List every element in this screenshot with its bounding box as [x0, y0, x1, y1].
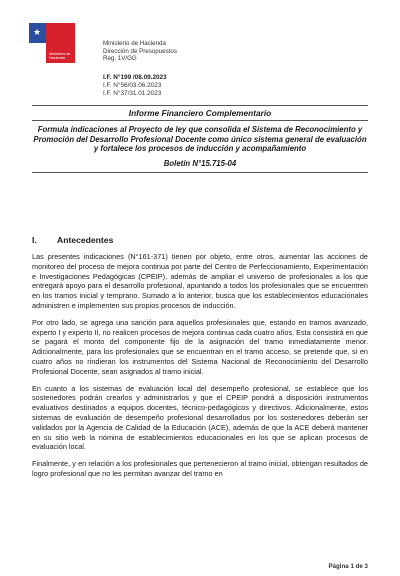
paragraph: Por otro lado, se agrega una sanción para aquellos profesionales que, estando en tramos avanzado, experto I y experto II, no realicen procesos de mejora continua cada cuatro años. Esta consistirá en que se pagará el monto del componente fijo de la asignación del tramo inmediatamente menor. Adicionalmente, para los profesionales que se encuentran en el tramo acceso, se pretende que, si en cuatro años no rindieran los instrumentos del Sistema Nacional de Reconocimiento del Desarrollo Profesional Docente, sean asignados al tramo inicial.	[32, 317, 368, 376]
logo-text-line2: Hacienda	[49, 56, 66, 61]
body-text	[32, 252, 368, 486]
government-logo	[29, 23, 75, 63]
report-title: Informe Financiero Complementario	[32, 105, 368, 121]
logo-text-line1: Ministerio de	[49, 51, 71, 56]
reference-original: I.F. N°37/31.01.2023	[103, 90, 162, 97]
direction-name: Dirección de Presupuestos	[103, 47, 177, 55]
bill-subject-text: Formula indicaciones al Proyecto de ley que consolida el Sistema de Reconocimiento y Promoción del Desarrollo Profesional Docente como único sistema general de evaluación y fortalece los procesos de inducción y acompañamiento	[33, 125, 367, 154]
reference-current: I.F. N°199 /08.09.2023	[103, 74, 167, 81]
reference-previous: I.F. N°56/03.06.2023	[103, 82, 162, 89]
section-title: Antecedentes	[57, 235, 114, 245]
ministry-block	[103, 40, 177, 63]
ministry-name: Ministerio de Hacienda	[103, 40, 166, 47]
section-number: I.	[32, 235, 37, 245]
paragraph: Finalmente, y en relación a los profesionales que pertenecieron al tramo inicial, obtengan resultados de logro profesional que no les permitan avanzar del tramo en	[32, 459, 368, 478]
reference-numbers	[103, 74, 167, 98]
section-heading	[32, 235, 113, 245]
paragraph: En cuanto a los sistemas de evaluación local del desempeño profesional, se establece que los sostenedores podrán crearlos y administrarlos y que el CPEIP pondrá a disposición instrumentos evaluativos destinados a equipos docentes, técnico-pedagógicos y directivos. Adicionalmente, estos sistemas de evaluación de desempeño profesional desarrollados por los sostenedores deberán ser validados por la Agencia de Calidad de la Educación (ACE), además de que la ACE deberá mantener en su sitio web la nómina de establecimientos educacionales en los que se aplican procesos de evaluación local.	[32, 383, 368, 452]
registry-code: Reg. 1V/GG	[103, 55, 137, 63]
bill-subject	[32, 125, 368, 173]
boletin-number: Boletín N°15.715-04	[163, 158, 237, 168]
star-icon	[29, 23, 46, 43]
paragraph: Las presentes indicaciones (N°161-371) tienen por objeto, entre otros, aumentar las acciones de monitoreo del proceso de mejora continua por parte del Centro de Perfeccionamiento, Experimentación e Investigaciones Pedagógicas (CPEIP), además de ampliar el universo de profesionales a los que entregará apoyo para el desarrollo profesional, apuntando a todos los profesionales que se encuentren en los tramos inicial y temprano. Sumado a lo anterior, busca que los establecimientos educacionales administren e implementen sus propios procesos de inducción.	[32, 252, 368, 310]
page-number: Página 1 de 3	[328, 563, 368, 570]
